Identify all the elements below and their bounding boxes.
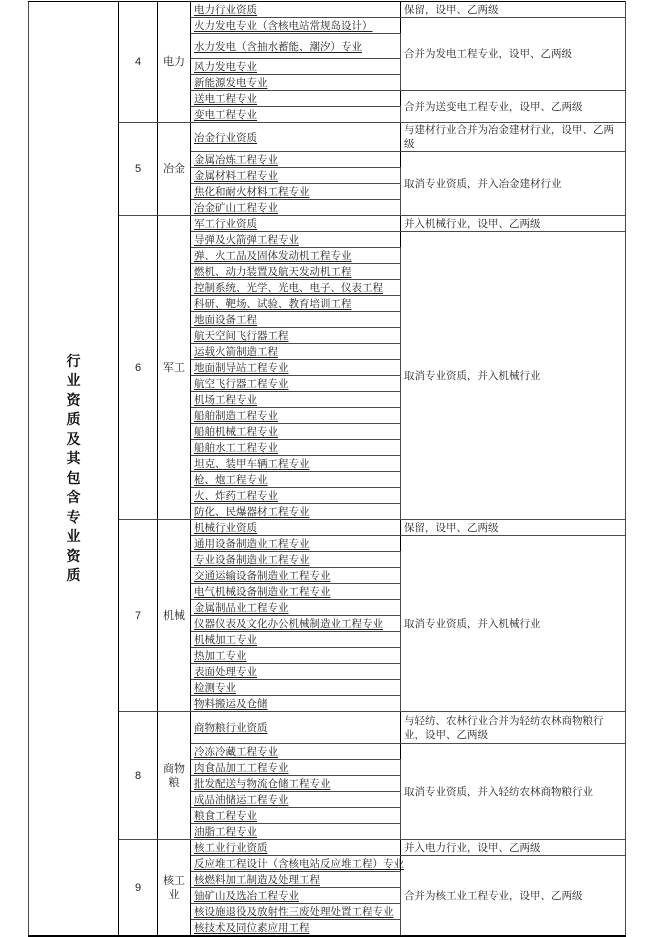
table-row (29, 123, 626, 152)
qualification-text: 送电工程专业 (194, 93, 257, 105)
qualification-text: 运载火箭制造工程 (194, 346, 278, 358)
row-number-cell: 5 (119, 123, 158, 216)
qualification-text: 风力发电专业 (194, 61, 257, 73)
qualification-text: 核技术及同位素应用工程 (194, 922, 310, 934)
qualification-text: 控制系统、光学、光电、电子、仪表工程 (194, 282, 383, 294)
action-cell: 与轻纺、农林行业合并为轻纺农林商物粮行业，设甲、乙两级 (401, 712, 626, 744)
qualification-cell (191, 280, 401, 296)
qualification-cell (191, 600, 401, 616)
qualification-cell (191, 792, 401, 808)
industry-cell: 电力 (158, 2, 191, 123)
action-cell: 保留，设甲、乙两级 (401, 2, 626, 18)
qualification-text: 防化、民爆器材工程专业 (194, 506, 310, 518)
qualification-text: 火力发电专业（含核电站常规岛设计） (194, 20, 373, 32)
qualification-text: 交通运输设备制造业工程专业 (194, 570, 331, 582)
action-cell: 取消专业资质，并入机械行业 (401, 536, 626, 712)
qualification-cell (191, 920, 401, 937)
qualification-text: 燃机、动力装置及航天发动机工程 (194, 266, 352, 278)
qualification-cell (191, 744, 401, 760)
qualification-cell (191, 776, 401, 792)
qualification-text: 专业设备制造业工程专业 (194, 554, 310, 566)
action-cell: 合并为送变电工程专业，设甲、乙两级 (401, 91, 626, 123)
qualification-text: 军工行业资质 (194, 218, 257, 230)
qualification-cell (191, 824, 401, 840)
qualification-text: 焦化和耐火材料工程专业 (194, 186, 310, 198)
qualification-cell (191, 648, 401, 664)
qualification-text: 水力发电（含抽水蓄能、潮汐）专业 (194, 40, 362, 53)
qualification-cell (191, 520, 401, 536)
qualification-cell (191, 888, 401, 904)
qualification-text: 成品油储运工程专业 (194, 794, 289, 806)
table-row (29, 712, 626, 744)
action-cell: 取消专业资质，并入轻纺农林商物粮行业 (401, 744, 626, 840)
table-row (29, 216, 626, 232)
table-row (29, 840, 626, 856)
qualification-text: 油脂工程专业 (194, 826, 257, 838)
action-cell: 与建材行业合并为冶金建材行业，设甲、乙两级 (401, 123, 626, 152)
qualification-text: 金属冶炼工程专业 (194, 154, 278, 166)
qualification-cell (191, 904, 401, 920)
qualification-cell (191, 168, 401, 184)
qualification-text: 反应堆工程设计（含核电站反应堆工程）专业 (194, 858, 404, 870)
qualification-text: 铀矿山及选冶工程专业 (194, 890, 299, 902)
qualification-text: 商物粮行业资质 (194, 722, 268, 734)
qualification-text: 地面制导站工程专业 (194, 362, 289, 374)
qualification-cell (191, 200, 401, 216)
qualification-cell (191, 18, 401, 34)
qualification-cell (191, 34, 401, 59)
action-cell: 保留，设甲、乙两级 (401, 520, 626, 536)
qualification-text: 冷冻冷藏工程专业 (194, 746, 278, 758)
qualification-cell (191, 248, 401, 264)
qualification-cell (191, 584, 401, 600)
qualification-cell (191, 312, 401, 328)
qualification-cell (191, 456, 401, 472)
qualification-text: 船舶制造工程专业 (194, 410, 278, 422)
row-number-cell: 9 (119, 840, 158, 937)
qualification-text: 弹、火工品及固体发动机工程专业 (194, 250, 352, 262)
qualification-text: 冶金行业资质 (194, 131, 257, 144)
qualification-text: 新能源发电专业 (194, 77, 268, 89)
side-header-vertical-text: 行业资质及其包含专业资质 (66, 352, 81, 583)
action-cell: 并入机械行业，设甲、乙两级 (401, 216, 626, 232)
qualification-text: 表面处理专业 (194, 666, 257, 678)
qualification-text: 核燃料加工制造及处理工程 (194, 874, 320, 886)
action-cell: 并入电力行业，设甲、乙两级 (401, 840, 626, 856)
qualification-text: 粮食工程专业 (194, 810, 257, 822)
qualification-cell (191, 536, 401, 552)
row-number-cell: 8 (119, 712, 158, 840)
qualification-cell (191, 232, 401, 248)
qualification-cell (191, 696, 401, 712)
row-number-cell: 4 (119, 2, 158, 123)
qualification-text: 机械加工专业 (194, 634, 257, 646)
row-number-cell: 7 (119, 520, 158, 712)
qualification-text: 机场工程专业 (194, 394, 257, 406)
qualification-text: 冶金矿山工程专业 (194, 202, 278, 214)
qualification-cell (191, 440, 401, 456)
qualification-text: 电力行业资质 (194, 4, 257, 16)
qualification-text: 核设施退役及放射性三废处理处置工程专业 (194, 906, 394, 918)
qualification-text: 机械行业资质 (194, 522, 257, 534)
action-cell: 取消专业资质，并入机械行业 (401, 232, 626, 520)
qualification-text: 变电工程专业 (194, 109, 257, 121)
qualification-cell (191, 664, 401, 680)
qualification-cell (191, 152, 401, 168)
qualification-text: 通用设备制造业工程专业 (194, 538, 310, 550)
qualification-text: 航空飞行器工程专业 (194, 378, 289, 390)
qualification-cell (191, 808, 401, 824)
qualification-text: 肉食品加工工程专业 (194, 762, 289, 774)
qualification-cell (191, 552, 401, 568)
qualification-text: 金属制品业工程专业 (194, 602, 289, 614)
qualification-text: 物料搬运及仓储 (194, 698, 268, 710)
qualification-cell (191, 2, 401, 18)
qualification-cell (191, 568, 401, 584)
qualification-text: 金属材料工程专业 (194, 170, 278, 182)
qualification-cell (191, 123, 401, 152)
table-row (29, 2, 626, 18)
qualification-cell (191, 488, 401, 504)
qualification-cell (191, 360, 401, 376)
qualification-cell (191, 408, 401, 424)
qualification-text: 船舶水工工程专业 (194, 442, 278, 454)
qualification-cell (191, 504, 401, 520)
qualification-cell (191, 616, 401, 632)
industry-cell: 机械 (158, 520, 191, 712)
qualification-cell (191, 376, 401, 392)
qualification-text: 电气机械设备制造业工程专业 (194, 586, 331, 598)
qualification-cell (191, 59, 401, 75)
qualification-cell (191, 296, 401, 312)
row-number-cell: 6 (119, 216, 158, 520)
qualification-cell (191, 75, 401, 91)
qualification-text: 枪、炮工程专业 (194, 474, 268, 486)
qualification-text: 热加工专业 (194, 650, 247, 662)
qualification-table (28, 1, 626, 937)
qualification-cell (191, 872, 401, 888)
action-cell: 合并为核工业工程专业，设甲、乙两级 (401, 856, 626, 937)
qualification-cell (191, 856, 404, 872)
qualification-cell (191, 424, 401, 440)
qualification-text: 批发配送与物流仓储工程专业 (194, 778, 331, 790)
qualification-cell (191, 632, 401, 648)
action-cell: 取消专业资质，并入冶金建材行业 (401, 152, 626, 216)
industry-cell: 商物粮 (158, 712, 191, 840)
qualification-cell (191, 264, 401, 280)
qualification-text: 科研、靶场、试验、教育培训工程 (194, 298, 352, 310)
qualification-text: 地面设备工程 (194, 314, 257, 326)
qualification-cell (191, 840, 401, 856)
qualification-cell (191, 392, 401, 408)
qualification-cell (191, 216, 401, 232)
industry-cell: 核工业 (158, 840, 191, 937)
qualification-text: 坦克、装甲车辆工程专业 (194, 458, 310, 470)
qualification-text: 核工业行业资质 (194, 842, 268, 854)
qualification-cell (191, 472, 401, 488)
qualification-cell (191, 344, 401, 360)
qualification-cell (191, 680, 401, 696)
industry-cell: 冶金 (158, 123, 191, 216)
table-row (29, 520, 626, 536)
qualification-text: 航天空间飞行器工程 (194, 330, 289, 342)
qualification-cell (191, 184, 401, 200)
action-cell: 合并为发电工程专业，设甲、乙两级 (401, 18, 626, 91)
qualification-cell (191, 107, 401, 123)
qualification-text: 检测专业 (194, 682, 236, 694)
qualification-text: 船舶机械工程专业 (194, 426, 278, 438)
qualification-text: 仪器仪表及文化办公机械制造业工程专业 (194, 618, 383, 630)
industry-cell: 军工 (158, 216, 191, 520)
qualification-cell (191, 91, 401, 107)
qualification-cell (191, 712, 401, 744)
qualification-cell (191, 328, 401, 344)
qualification-cell (191, 760, 401, 776)
table-side-header (29, 2, 119, 937)
qualification-text: 火、炸药工程专业 (194, 490, 278, 502)
qualification-text: 导弹及火箭弹工程专业 (194, 234, 299, 246)
